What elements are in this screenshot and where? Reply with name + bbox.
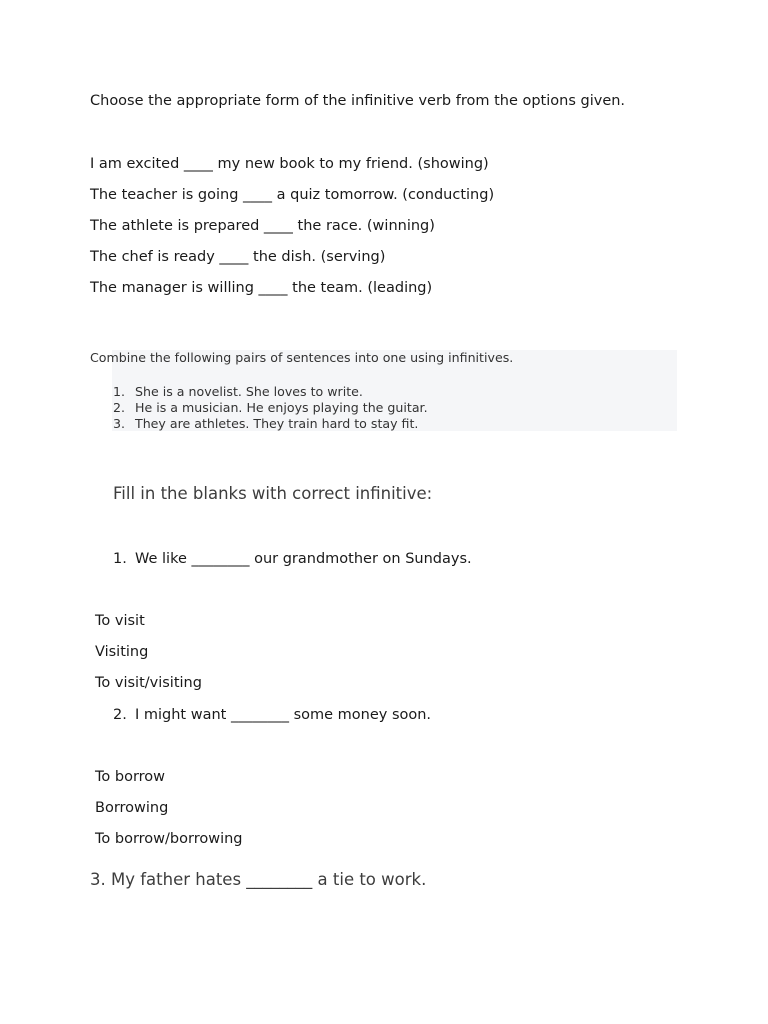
question-2-number: 2.: [113, 707, 127, 723]
option-visiting: Visiting: [95, 644, 149, 660]
question-2-text: I might want ________ some money soon.: [135, 707, 432, 723]
combine-item-text: They are athletes. They train hard to stay fit.: [135, 416, 419, 431]
section3-heading: Fill in the blanks with correct infinitive:: [113, 484, 433, 503]
combine-item-number: 2.: [113, 400, 126, 415]
option-to-borrow-borrowing: To borrow/borrowing: [95, 831, 243, 847]
section2-instruction: Combine the following pairs of sentences into one using infinitives.: [90, 350, 514, 365]
question-1-text: We like ________ our grandmother on Sundays.: [135, 551, 472, 567]
combine-item-text: She is a novelist. She loves to write.: [135, 384, 363, 399]
section1-instruction: Choose the appropriate form of the infinitive verb from the options given.: [90, 93, 626, 109]
combine-item-text: He is a musician. He enjoys playing the guitar.: [135, 400, 428, 415]
sentence-4: The chef is ready ____ the dish. (serving): [90, 249, 386, 265]
option-to-visit: To visit: [95, 613, 145, 629]
sentence-3: The athlete is prepared ____ the race. (winning): [90, 218, 435, 234]
option-borrowing: Borrowing: [95, 800, 169, 816]
combine-item-number: 3.: [113, 416, 126, 431]
option-to-borrow: To borrow: [95, 769, 166, 785]
question-1-number: 1.: [113, 551, 127, 567]
sentence-1: I am excited ____ my new book to my friend. (showing): [90, 156, 489, 172]
combine-item-number: 1.: [113, 384, 126, 399]
sentence-5: The manager is willing ____ the team. (leading): [90, 280, 433, 296]
question-3-text: 3. My father hates ________ a tie to work.: [90, 870, 427, 889]
sentence-2: The teacher is going ____ a quiz tomorrow. (conducting): [90, 187, 495, 203]
option-to-visit-visiting: To visit/visiting: [95, 675, 202, 691]
